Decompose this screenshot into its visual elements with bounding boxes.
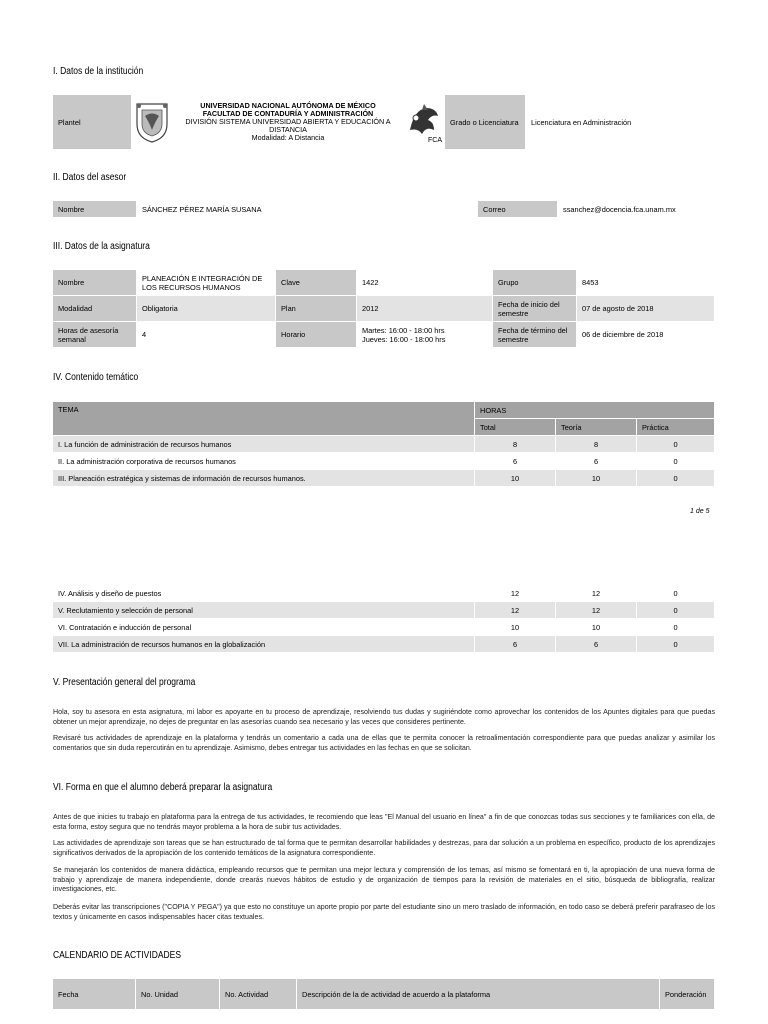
institution-line-4: Modalidad: A Distancia bbox=[251, 133, 325, 142]
practica-cell: 0 bbox=[637, 436, 715, 453]
total-cell: 12 bbox=[475, 585, 556, 602]
section-title-asignatura: III. Datos de la asignatura bbox=[53, 241, 150, 252]
forma-paragraph-3: Se manejarán los contenidos de manera didáctica, empleando recursos que te permitan una mejor lectura y comprensión de los temas, así mismo se fomentará en ti, la apropiación de una nueva forma de trabajo y aprendizaje de manera independiente, donde crearás nuevos hábitos de estudio y de organización de tiempos para la revisión de materiales en el sitio, búsqueda de bibliografía, realizar investigaciones, etc. bbox=[53, 866, 715, 894]
practica-cell: 0 bbox=[637, 453, 715, 470]
forma-paragraph-1: Antes de que inicies tu trabajo en plataforma para la entrega de tus actividades, te recomiendo que leas "El Manual del usuario en línea" a fin de que conozcas todas sus secciones y te familiarices con ella, de esta forma, estoy segura que no tendrás mayor problema a la hora de subir tus actividades. bbox=[53, 813, 715, 831]
modalidad-label: Modalidad bbox=[53, 296, 137, 322]
table-row bbox=[53, 453, 715, 470]
fca-logo-text: FCA bbox=[428, 137, 442, 144]
grado-label: Grado o Licenciatura bbox=[445, 95, 526, 150]
total-cell: 10 bbox=[475, 619, 556, 636]
plantel-label: Plantel bbox=[53, 95, 132, 150]
section-title-presentacion: V. Presentación general del programa bbox=[53, 677, 196, 688]
presentacion-paragraph-2: Revisaré tus actividades de aprendizaje en la plataforma y tendrás un comentario a cada una de ellas que te permita conocer la retroalimentación correspondiente para que puedas analizar y asimilar los comentarios que sin duda repercutirán en tu aprendizaje. Asimismo, debes entregar tus actividades en las fechas en que se solicitan. bbox=[53, 734, 715, 752]
teoria-cell: 6 bbox=[556, 636, 637, 653]
ponderacion-header: Ponderación bbox=[660, 979, 715, 1010]
total-cell: 10 bbox=[475, 470, 556, 487]
practica-cell: 0 bbox=[637, 585, 715, 602]
table-row bbox=[53, 619, 715, 636]
horario-value bbox=[357, 322, 493, 348]
unidad-header: No. Unidad bbox=[136, 979, 220, 1010]
plan-value: 2012 bbox=[357, 296, 493, 322]
termino-label: Fecha de término del semestre bbox=[493, 322, 577, 348]
table-row bbox=[53, 585, 715, 602]
institution-line-2: FACULTAD DE CONTADURÍA Y ADMINISTRACIÓN bbox=[202, 109, 374, 118]
section-title-forma: VI. Forma en que el alumno deberá preparar la asignatura bbox=[53, 782, 273, 793]
practica-cell: 0 bbox=[637, 602, 715, 619]
tema-cell: VII. La administración de recursos humanos en la globalización bbox=[53, 636, 475, 653]
institution-header bbox=[173, 95, 404, 150]
horario-label: Horario bbox=[276, 322, 357, 348]
teoria-cell: 12 bbox=[556, 602, 637, 619]
section-title-calendario: CALENDARIO DE ACTIVIDADES bbox=[53, 950, 182, 961]
practica-header: Práctica bbox=[637, 419, 715, 436]
unam-logo bbox=[132, 95, 173, 150]
clave-label: Clave bbox=[276, 270, 357, 296]
teoria-cell: 10 bbox=[556, 470, 637, 487]
forma-paragraph-2: Las actividades de aprendizaje son tareas que se han estructurado de tal forma que te permitan desarrollar habilidades y destrezas, para dar solución a un problema en específico, producto de los aprendizajes significativos derivados de la apropiación de los contenido temáticos de la asignatura correspondiente. bbox=[53, 839, 715, 857]
institution-line-3: DIVISIÓN SISTEMA UNIVERSIDAD ABIERTA Y EDUCACIÓN A DISTANCIA bbox=[185, 117, 391, 134]
modalidad-value: Obligatoria bbox=[137, 296, 276, 322]
content-table-page2 bbox=[52, 584, 715, 653]
page-number: 1 de 5 bbox=[690, 508, 710, 515]
horas-value: 4 bbox=[137, 322, 276, 348]
teoria-cell: 12 bbox=[556, 585, 637, 602]
horas-label: Horas de asesoría semanal bbox=[53, 322, 137, 348]
tema-cell: IV. Análisis y diseño de puestos bbox=[53, 585, 475, 602]
fecha-header: Fecha bbox=[53, 979, 136, 1010]
advisor-table bbox=[52, 200, 715, 218]
table-row bbox=[53, 602, 715, 619]
horario-line-2: Jueves: 16:00 - 18:00 hrs bbox=[362, 334, 446, 344]
advisor-name-label: Nombre bbox=[53, 201, 137, 218]
tema-cell: III. Planeación estratégica y sistemas de información de recursos humanos. bbox=[53, 470, 475, 487]
advisor-name-value: SÁNCHEZ PÉREZ MARÍA SUSANA bbox=[137, 201, 478, 218]
institution-table bbox=[52, 94, 715, 150]
actividad-header: No. Actividad bbox=[220, 979, 297, 1010]
subject-table bbox=[52, 269, 715, 348]
tema-cell: II. La administración corporativa de recursos humanos bbox=[53, 453, 475, 470]
table-row bbox=[53, 636, 715, 653]
advisor-email-label: Correo bbox=[478, 201, 558, 218]
inicio-value: 07 de agosto de 2018 bbox=[577, 296, 715, 322]
table-row bbox=[53, 436, 715, 453]
descripcion-header: Descripción de la de actividad de acuerdo a la plataforma bbox=[297, 979, 660, 1010]
table-row bbox=[53, 470, 715, 487]
subject-name-label: Nombre bbox=[53, 270, 137, 296]
horas-header: HORAS bbox=[475, 402, 715, 419]
grado-value: Licenciatura en Administración bbox=[526, 95, 715, 150]
calendar-table bbox=[52, 978, 715, 1010]
total-cell: 6 bbox=[475, 636, 556, 653]
content-table-page1 bbox=[52, 401, 715, 487]
horario-line-1: Martes: 16:00 - 18:00 hrs bbox=[362, 325, 445, 335]
clave-value: 1422 bbox=[357, 270, 493, 296]
unam-seal-icon bbox=[133, 100, 171, 144]
tema-cell: I. La función de administración de recursos humanos bbox=[53, 436, 475, 453]
total-cell: 8 bbox=[475, 436, 556, 453]
practica-cell: 0 bbox=[637, 636, 715, 653]
teoria-cell: 8 bbox=[556, 436, 637, 453]
tema-cell: VI. Contratación e inducción de personal bbox=[53, 619, 475, 636]
section-title-institucion: I. Datos de la institución bbox=[53, 66, 144, 77]
grupo-value: 8453 bbox=[577, 270, 715, 296]
teoria-header: Teoría bbox=[556, 419, 637, 436]
teoria-cell: 6 bbox=[556, 453, 637, 470]
tema-cell: V. Reclutamiento y selección de personal bbox=[53, 602, 475, 619]
fca-logo bbox=[404, 95, 445, 150]
total-cell: 12 bbox=[475, 602, 556, 619]
termino-value: 06 de diciembre de 2018 bbox=[577, 322, 715, 348]
institution-line-1: UNIVERSIDAD NACIONAL AUTÓNOMA DE MÉXICO bbox=[200, 101, 376, 110]
fca-emblem-icon bbox=[404, 100, 444, 144]
plan-label: Plan bbox=[276, 296, 357, 322]
total-cell: 6 bbox=[475, 453, 556, 470]
section-title-contenido: IV. Contenido temático bbox=[53, 372, 139, 383]
section-title-asesor: II. Datos del asesor bbox=[53, 172, 127, 183]
teoria-cell: 10 bbox=[556, 619, 637, 636]
advisor-email-value: ssanchez@docencia.fca.unam.mx bbox=[558, 201, 715, 218]
total-header: Total bbox=[475, 419, 556, 436]
practica-cell: 0 bbox=[637, 470, 715, 487]
subject-name-value: PLANEACIÓN E INTEGRACIÓN DE LOS RECURSOS HUMANOS bbox=[137, 270, 276, 296]
inicio-label: Fecha de inicio del semestre bbox=[493, 296, 577, 322]
tema-header: TEMA bbox=[53, 402, 475, 436]
presentacion-paragraph-1: Hola, soy tu asesora en esta asignatura, mi labor es apoyarte en tu proceso de aprendizaje, resolviendo tus dudas y sugiriéndote como aprovechar los contenidos de los Apuntes digitales para que puedas obtener un mejor aprendizaje, no dejes de preguntar en las asesorías cuando sea necesario y las veces que consideres pertinente. bbox=[53, 708, 715, 726]
practica-cell: 0 bbox=[637, 619, 715, 636]
forma-paragraph-4: Deberás evitar las transcripciones ("COPIA Y PEGA") ya que esto no constituye un aporte propio por parte del estudiante sino un mero traslado de información, en todo caso se deberá preferir parafraseo de los textos y únicamente en casos indispensables hacer citas textuales. bbox=[53, 903, 715, 921]
grupo-label: Grupo bbox=[493, 270, 577, 296]
